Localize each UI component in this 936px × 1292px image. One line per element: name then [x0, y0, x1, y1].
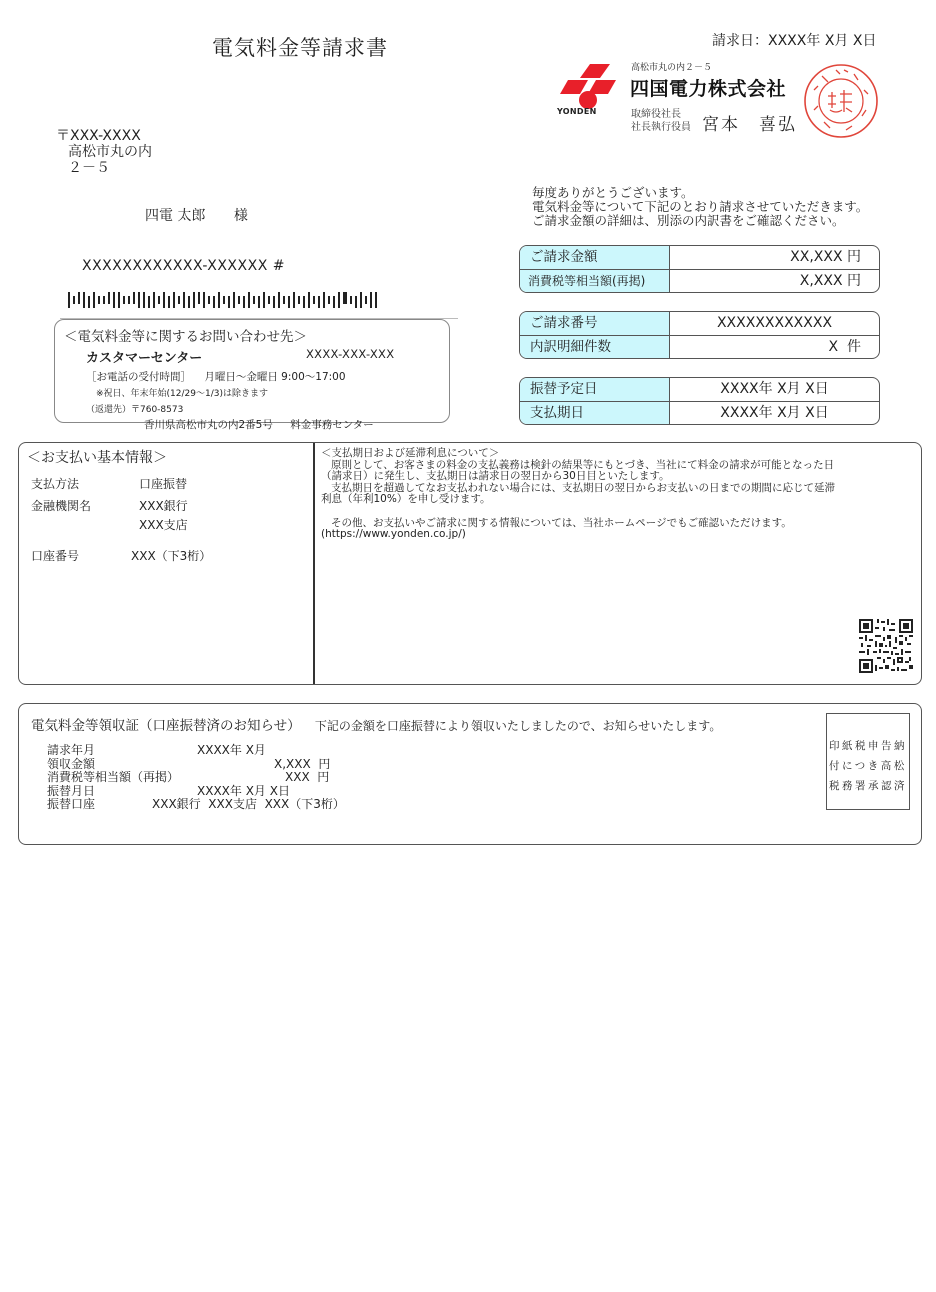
document-title: 電気料金等請求書 — [212, 36, 388, 60]
receipt-subtitle: 下記の金額を口座振替により領収いたしましたので、お知らせいたします。 — [314, 719, 722, 733]
amount-row — [520, 246, 879, 269]
stamp-line-1: 印紙税申告納 — [829, 740, 907, 752]
due-date-label: 支払期日 — [520, 402, 670, 424]
payment-box-divider — [313, 443, 315, 684]
receipt-value: XXX銀行 XXX支店 XXX（下3桁） — [152, 797, 345, 811]
detail-count-row — [520, 335, 879, 358]
bank-label: 金融機関名 — [31, 499, 92, 513]
receipt-label: 請求年月 — [47, 743, 96, 757]
due-notice-heading: ＜支払期日および延滞利息について＞ — [321, 447, 500, 459]
payment-method-row — [27, 475, 211, 492]
receipt-value: XXXX年 X月 — [197, 743, 266, 757]
account-row — [27, 547, 211, 564]
honorific: 様 — [233, 208, 248, 224]
representative-title — [631, 108, 691, 134]
due-notice-line-1: 原則として、お客さまの料金の支払義務は検針の結果等にもとづき、当社にて料金の請求が可能となった日 — [331, 458, 835, 471]
greeting-line-3: ご請求金額の詳細は、別添の内訳書をご確認ください。 — [532, 213, 845, 228]
transfer-date-label: 振替予定日 — [520, 378, 670, 401]
recipient-name — [145, 205, 254, 225]
account-value: XXX（下3桁） — [131, 549, 212, 563]
due-date-row — [520, 401, 879, 424]
payment-method-value: 口座振替 — [139, 477, 188, 491]
phone-hours-label: ［お電話の受付時間］ — [86, 371, 191, 383]
company-seal-icon — [802, 62, 880, 140]
transfer-date-row — [520, 378, 879, 401]
amount-table — [519, 245, 880, 293]
branch-row — [27, 516, 211, 533]
bill-number-row — [520, 312, 879, 335]
due-notice-line-2: （請求日）に発生し、支払期日は請求日の翌日から30日目といたします。 — [321, 470, 670, 482]
postal-code: 〒XXX-XXXX — [56, 128, 141, 144]
tax-row — [520, 269, 879, 292]
account-label: 口座番号 — [31, 549, 80, 563]
qr-code-icon[interactable] — [859, 619, 913, 673]
phone-hours — [64, 369, 449, 384]
receipt-value: X,XXX 円 — [274, 756, 331, 771]
receipt-header — [31, 714, 721, 734]
branch-value: XXX支店 — [139, 518, 188, 532]
receipt-label: 振替口座 — [47, 797, 96, 811]
tax-label: 消費税等相当額(再掲) — [520, 270, 670, 292]
company-address: 高松市丸の内２－５ — [631, 63, 713, 73]
due-notice-line-3: 支払期日を超過してなお支払われない場合には、支払期日の翌日からお支払いの日までの期間に応じて延滞 — [331, 481, 835, 494]
contact-info-box — [54, 319, 450, 431]
return-postal: （返還先）〒760-8573 — [86, 405, 184, 415]
bill-number-table — [519, 311, 880, 359]
address-line-1: 高松市丸の内 — [68, 144, 152, 160]
due-notice-line-5: その他、お支払いやご請求に関する情報については、当社ホームページでもご確認いただけます。 — [331, 516, 792, 529]
due-date-notice — [321, 448, 901, 541]
receipt-label: 領収金額 — [47, 756, 96, 771]
receipt-value: XXXX年 X月 X日 — [197, 783, 290, 798]
amount-label: ご請求金額 — [520, 246, 670, 269]
holiday-note: ※祝日、年末年始(12/29～1/3)は除きます — [96, 389, 268, 399]
detail-count-label: 内訳明細件数 — [520, 336, 670, 358]
bank-row — [27, 497, 211, 514]
customer-number: XXXXXXXXXXXX-XXXXXX # — [82, 258, 285, 274]
customer-center-row — [64, 347, 449, 366]
bank-value: XXX銀行 — [139, 499, 188, 513]
receipt-value: XXX 円 — [285, 770, 330, 784]
website-link[interactable]: (https://www.yonden.co.jp/) — [321, 528, 466, 540]
detail-count-value: X 件 — [828, 339, 861, 355]
greeting-line-1: 毎度ありがとうございます。 — [532, 185, 694, 200]
payment-method-label: 支払方法 — [31, 477, 80, 491]
payment-basic-info — [27, 447, 211, 569]
bill-number-value: XXXXXXXXXXXX — [716, 315, 833, 331]
receipt-label: 消費税等相当額（再掲） — [47, 770, 180, 784]
stamp-tax-approval — [826, 713, 910, 810]
payment-info-heading: ＜お支払い基本情報＞ — [27, 450, 167, 466]
receipt-box — [18, 703, 922, 845]
contact-heading: ＜電気料金等に関するお問い合わせ先＞ — [64, 329, 307, 345]
customer-center-label: カスタマーセンター — [86, 351, 203, 366]
payment-info-box — [18, 442, 922, 685]
due-date-value: XXXX年 X月 X日 — [720, 405, 829, 421]
role-line-2: 社長執行役員 — [631, 122, 691, 133]
company-name: 四国電力株式会社 — [630, 78, 787, 100]
amount-value: XX,XXX 円 — [790, 249, 861, 265]
receipt-title: 電気料金等領収証（口座振替済のお知らせ） — [31, 718, 301, 734]
due-notice-line-4: 利息（年利10%）を申し受けます。 — [321, 493, 491, 505]
receipt-label: 振替月日 — [47, 783, 96, 798]
greeting-line-2: 電気料金等について下記のとおり請求させていただきます。 — [532, 199, 869, 214]
return-office: 料金事務センター — [290, 419, 374, 431]
stamp-line-3: 税務署承認済 — [829, 780, 907, 792]
recipient-address — [56, 128, 152, 176]
logo-text: YONDEN — [557, 107, 597, 116]
transfer-date-value: XXXX年 X月 X日 — [720, 381, 829, 397]
role-line-1: 取締役社長 — [631, 109, 681, 120]
address-line-2: ２－５ — [68, 160, 110, 176]
bill-date: 請求日：XXXX年 X月 X日 — [712, 33, 877, 49]
recipient-name-text: 四電 太郎 — [145, 208, 206, 224]
tax-value: X,XXX 円 — [799, 273, 861, 289]
representative-name: 宮本 喜弘 — [702, 115, 797, 135]
bill-number-label: ご請求番号 — [520, 312, 670, 335]
customer-center-phone: XXXX-XXX-XXX — [306, 347, 395, 361]
phone-hours-value: 月曜日～金曜日 9:00～17:00 — [204, 371, 346, 383]
return-address-text: 香川県高松市丸の内2番5号 — [144, 419, 273, 431]
postal-barcode-icon — [68, 292, 380, 308]
return-address — [64, 417, 449, 432]
greeting-message — [532, 186, 868, 228]
stamp-line-2: 付につき高松 — [829, 760, 907, 772]
dates-table — [519, 377, 880, 425]
